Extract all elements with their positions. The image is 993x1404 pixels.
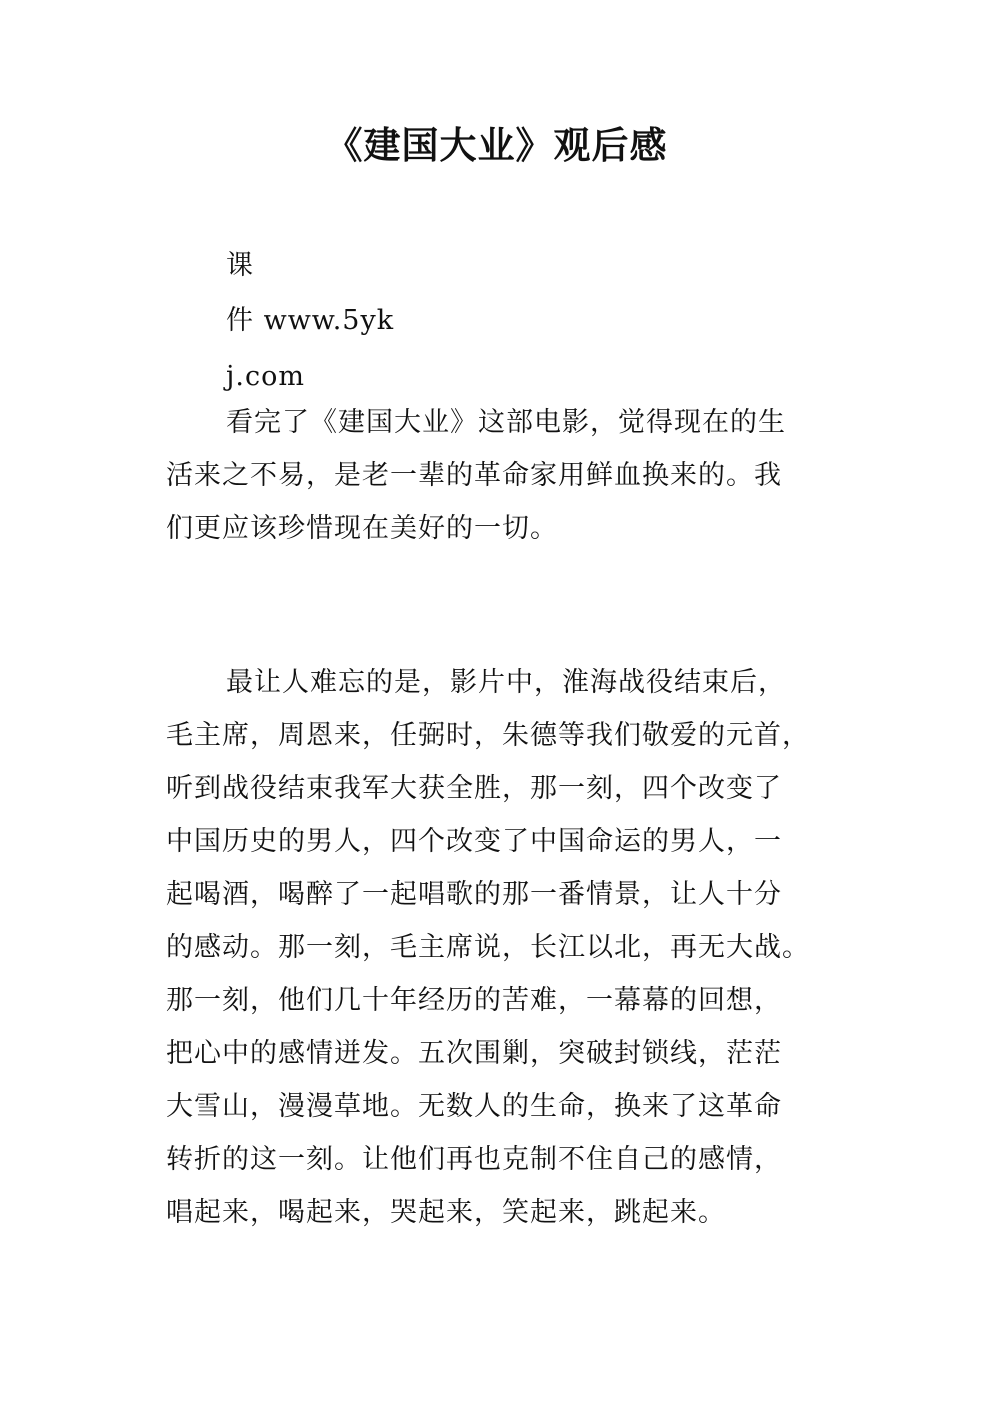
paragraph-2-line-11: 唱起来，喝起来，哭起来，笑起来，跳起来。 bbox=[166, 1197, 726, 1228]
paragraph-2-line-2: 毛主席，周恩来，任弼时，朱德等我们敬爱的元首， bbox=[166, 720, 810, 751]
paragraph-2-line-7: 那一刻，他们几十年经历的苦难，一幕幕的回想， bbox=[166, 985, 782, 1016]
paragraph-2-line-3: 听到战役结束我军大获全胜，那一刻，四个改变了 bbox=[166, 773, 782, 804]
source-line-1: 课 bbox=[226, 250, 254, 281]
paragraph-2-line-6: 的感动。那一刻，毛主席说，长江以北，再无大战。 bbox=[166, 932, 810, 963]
paragraph-1-line-3: 们更应该珍惜现在美好的一切。 bbox=[166, 513, 558, 544]
paragraph-2-line-10: 转折的这一刻。让他们再也克制不住自己的感情， bbox=[166, 1144, 782, 1175]
paragraph-2-line-5: 起喝酒，喝醉了一起唱歌的那一番情景，让人十分 bbox=[166, 879, 782, 910]
paragraph-2-line-1: 最让人难忘的是，影片中，淮海战役结束后， bbox=[226, 667, 786, 698]
source-line-3: j.com bbox=[226, 361, 305, 392]
paragraph-2-line-8: 把心中的感情迸发。五次围剿，突破封锁线，茫茫 bbox=[166, 1038, 782, 1069]
document-title: 《建国大业》观后感 bbox=[325, 124, 668, 167]
paragraph-1-line-1: 看完了《建国大业》这部电影，觉得现在的生 bbox=[226, 407, 786, 438]
paragraph-2-line-9: 大雪山，漫漫草地。无数人的生命，换来了这革命 bbox=[166, 1091, 782, 1122]
paragraph-2-line-4: 中国历史的男人，四个改变了中国命运的男人，一 bbox=[166, 826, 782, 857]
source-line-2: 件 www.5yk bbox=[226, 305, 395, 336]
paragraph-1-line-2: 活来之不易，是老一辈的革命家用鲜血换来的。我 bbox=[166, 460, 782, 491]
